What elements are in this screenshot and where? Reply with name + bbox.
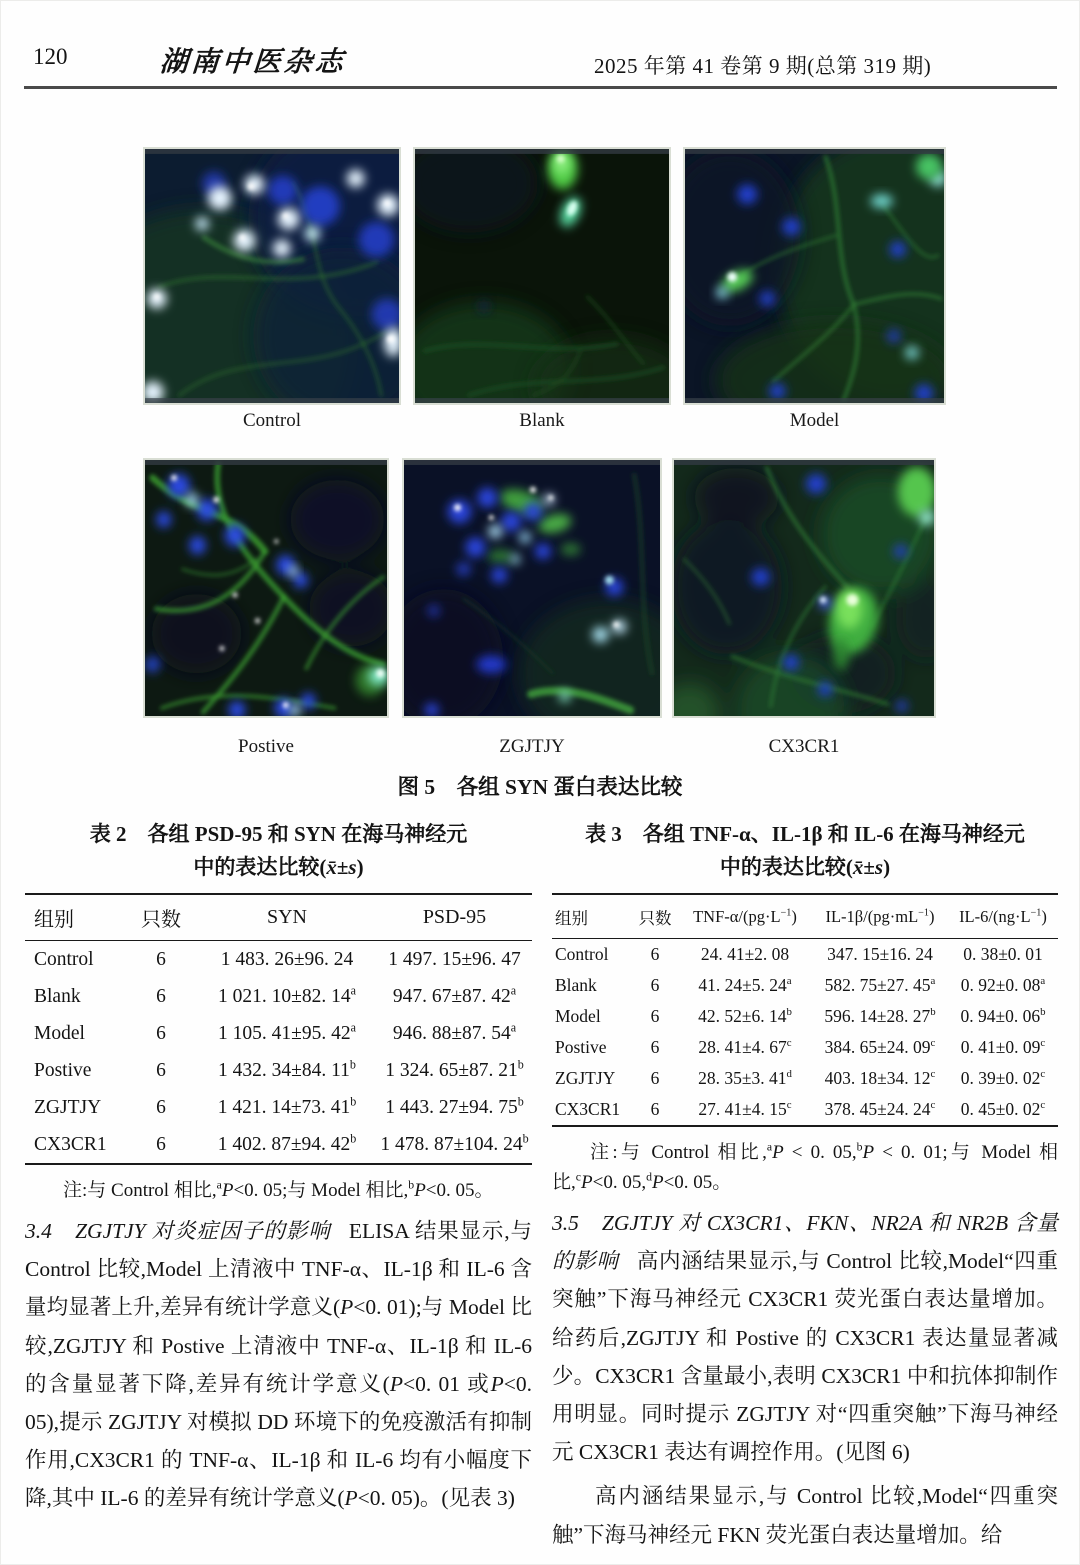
- table-cell: 6: [156, 985, 166, 1007]
- table-cell: CX3CR1: [34, 1133, 107, 1155]
- table-cell: 6: [650, 1099, 660, 1119]
- table2-title-line1: 表 2 各组 PSD-95 和 SYN 在海马神经元: [89, 822, 468, 846]
- section-3-5: [552, 1204, 1058, 1471]
- figure-caption: 图 5 各组 SYN 蛋白表达比较: [397, 775, 683, 799]
- micrograph-blank: [413, 147, 671, 405]
- table-cell: Control: [555, 944, 609, 964]
- fig-label-zgjtjy: ZGJTJY: [499, 736, 565, 757]
- page-number: 120: [33, 44, 68, 69]
- table-cell: Postive: [34, 1059, 92, 1081]
- table2-header-row: [25, 894, 532, 941]
- table2-col-syn: SYN: [266, 906, 307, 928]
- table-cell: 6: [156, 948, 166, 970]
- table-cell: 6: [650, 944, 660, 964]
- table3-col-il1b: $IL-1\beta/(pg\cdot mL^{-1})$: [825, 906, 935, 926]
- table-cell: 0. 94±0. 06$^b$: [960, 1006, 1046, 1026]
- table-cell: 347. 15±16. 24: [827, 944, 933, 964]
- table-row: [552, 939, 1058, 971]
- table-cell: 378. 45±24. 24$^c$: [824, 1099, 936, 1119]
- table3-col-tnf: TNF-$\alpha/(pg\cdot L^{-1})$: [693, 906, 797, 926]
- section-3-4: [25, 1212, 532, 1518]
- section-3-4-heading: 3.4 ZGJTJY 对炎症因子的影响: [25, 1219, 331, 1243]
- table-cell: 6: [650, 1006, 660, 1026]
- table-cell: 42. 52±6. 14$^b$: [698, 1006, 792, 1026]
- table3-note: 注:与 Control 相比,$^a$P < 0. 05,$^b$P < 0. 01;与 Model 相比,$^c$P<0. 05,$^d$P<0. 05。: [552, 1140, 1058, 1193]
- table2-col-group: 组别: [34, 909, 74, 931]
- table-row: [25, 941, 532, 979]
- table-cell: 24. 41±2. 08: [700, 944, 790, 964]
- table-cell: 1 483. 26±96. 24: [220, 948, 354, 970]
- table-cell: 1 421. 14±73. 41$^b$: [217, 1094, 357, 1118]
- table-cell: 28. 35±3. 41$^d$: [698, 1068, 792, 1088]
- table-cell: Postive: [555, 1037, 607, 1057]
- table-cell: 1 432. 34±84. 11$^b$: [218, 1057, 356, 1081]
- table-cell: 947. 67±87. 42$^a$: [392, 983, 517, 1007]
- table-row: [25, 1015, 532, 1052]
- table3-col-count: 只数: [638, 908, 672, 928]
- table2: [25, 893, 532, 1165]
- table-row: [25, 1052, 532, 1089]
- table-cell: 0. 92±0. 08$^a$: [960, 975, 1046, 995]
- table-cell: 1 478. 87±104. 24$^b$: [380, 1131, 529, 1155]
- table-row: [552, 1063, 1058, 1094]
- table3-title: [552, 818, 1058, 884]
- table3-col-il6: $IL-6/(ng\cdot L^{-1})$: [959, 906, 1047, 926]
- table-row: [552, 1032, 1058, 1063]
- fig-label-cx3cr1: CX3CR1: [768, 736, 840, 757]
- section-3-5-body: 高内涵结果显示,与 Control 比较,Model“四重突触”下海马神经元 CX3CR1 荧光蛋白表达量增加。给药后,ZGJTJY 和 Postive 的 CX3CR1 表达量显著减少。CX3CR1 含量最小,表明 CX3CR1 中和抗体抑制作用明显。同时提示 ZGJTJY 对“四重突触”下海马神经元 CX3CR1 表达有调控作用。(见图 6): [552, 1249, 1058, 1465]
- table-cell: 0. 41±0. 09$^c$: [960, 1037, 1046, 1057]
- section-3-5-heading: 3.5 ZGJTJY 对 CX3CR1、FKN、NR2A 和 NR2B 含量的影响: [552, 1211, 1058, 1274]
- table-cell: Blank: [555, 975, 597, 995]
- table-cell: 1 402. 87±94. 42$^b$: [217, 1131, 357, 1155]
- table-cell: 0. 38±0. 01: [963, 944, 1043, 964]
- table2-title: [25, 818, 532, 884]
- table-cell: 6: [650, 1037, 660, 1057]
- issue-info: 2025 年第 41 卷第 9 期(总第 319 期): [594, 54, 932, 78]
- table3-title-line2: 中的表达比较(x̄±s): [719, 855, 891, 879]
- table-cell: 1 021. 10±82. 14$^a$: [218, 983, 356, 1007]
- table-cell: Model: [34, 1022, 85, 1044]
- table3-header-row: [552, 894, 1058, 939]
- table2-col-psd95: PSD-95: [422, 906, 487, 928]
- table-row: [25, 1126, 532, 1164]
- table3-title-line1: 表 3 各组 TNF-α、IL-1β 和 IL-6 在海马神经元: [585, 822, 1025, 846]
- table-row: [552, 1094, 1058, 1126]
- right-column: [552, 818, 1058, 1554]
- table-cell: 0. 45±0. 02$^c$: [960, 1099, 1046, 1119]
- table-cell: 1 324. 65±87. 21$^b$: [385, 1057, 524, 1081]
- table-cell: Control: [34, 948, 94, 970]
- table-row: [552, 1001, 1058, 1032]
- table-cell: ZGJTJY: [34, 1096, 102, 1118]
- table-cell: 946. 88±87. 54$^a$: [392, 1020, 517, 1044]
- fig-label-postive: Postive: [238, 736, 294, 757]
- micrograph-cx3cr1: [672, 458, 936, 718]
- table-cell: 582. 75±27. 45$^a$: [824, 975, 936, 995]
- table-row: [25, 978, 532, 1015]
- fig-label-control: Control: [242, 410, 302, 431]
- table3: [552, 893, 1058, 1127]
- table-cell: Model: [555, 1006, 601, 1026]
- table-cell: 27. 41±4. 15$^c$: [698, 1099, 792, 1119]
- table-cell: 6: [650, 1068, 660, 1088]
- table3-col-group: 组别: [555, 908, 588, 928]
- table-cell: 28. 41±4. 67$^c$: [698, 1037, 792, 1057]
- table-cell: 1 497. 15±96. 47: [388, 948, 521, 970]
- section-3-4-body: ELISA 结果显示,与 Control 比较,Model 上清液中 TNF-α、IL-1β 和 IL-6 含量均显著上升,差异有统计学意义(P<0. 01);与 Model 比较,ZGJTJY 和 Postive 上清液中 TNF-α、IL-1β 和 IL-6 的含量显著下降,差异有统计学意义(P<0. 01 或P<0. 05),提示 ZGJTJY 对模拟 DD 环境下的免疫激活有抑制作用,CX3CR1 的 TNF-α、IL-1β 和 IL-6 均有小幅度下降,其中 IL-6 的差异有统计学意义(P<0. 05)。(见表 3): [25, 1219, 532, 1511]
- table-cell: 0. 39±0. 02$^c$: [960, 1068, 1046, 1088]
- micrograph-control: [143, 147, 401, 405]
- micrograph-zgjtjy: [402, 458, 662, 718]
- table-cell: 596. 14±28. 27$^b$: [824, 1006, 936, 1026]
- micrograph-model: [683, 147, 946, 405]
- table2-title-line2: 中的表达比较(x̄±s): [193, 855, 364, 879]
- table2-col-count: 只数: [141, 909, 181, 931]
- table-row: [552, 970, 1058, 1001]
- header-rule: [24, 86, 1057, 89]
- table-cell: 6: [650, 975, 660, 995]
- table-cell: 1 105. 41±95. 42$^a$: [218, 1020, 356, 1044]
- table-row: [25, 1089, 532, 1126]
- table-cell: 384. 65±24. 09$^c$: [824, 1037, 936, 1057]
- table-cell: 6: [156, 1133, 166, 1155]
- table-cell: ZGJTJY: [555, 1068, 616, 1088]
- journal-name: 湖南中医杂志: [158, 47, 347, 78]
- table-cell: 403. 18±34. 12$^c$: [824, 1068, 936, 1088]
- table-cell: 6: [156, 1022, 166, 1044]
- micrograph-postive: [143, 458, 389, 718]
- table-cell: Blank: [34, 985, 81, 1007]
- section-3-5-para2: 高内涵结果显示,与 Control 比较,Model“四重突触”下海马神经元 FKN 荧光蛋白表达量增加。给: [552, 1484, 1058, 1547]
- table-cell: CX3CR1: [555, 1099, 621, 1119]
- left-column: [25, 818, 532, 1518]
- fig-label-blank: Blank: [519, 410, 565, 431]
- table2-note: 注:与 Control 相比,$^a$P<0. 05;与 Model 相比,$^b$P<0. 05。: [63, 1178, 494, 1201]
- table-cell: 6: [156, 1059, 166, 1081]
- table-cell: 1 443. 27±94. 75$^b$: [385, 1094, 524, 1118]
- table-cell: 6: [156, 1096, 166, 1118]
- table-cell: 41. 24±5. 24$^a$: [698, 975, 792, 995]
- fig-label-model: Model: [789, 410, 840, 431]
